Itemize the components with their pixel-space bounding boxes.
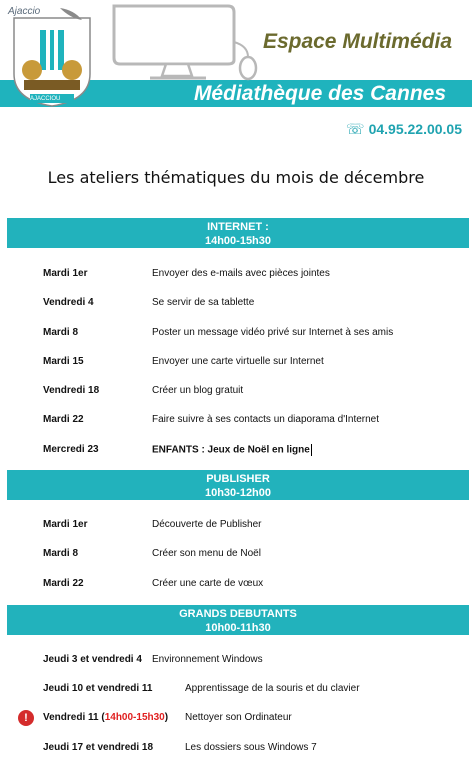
session-topic: Créer une carte de vœux xyxy=(152,578,264,589)
header xyxy=(0,0,472,118)
computer-monitor-icon xyxy=(110,2,260,82)
session-topic: Nettoyer son Ordinateur xyxy=(185,712,292,723)
session-day: Vendredi 4 xyxy=(43,297,94,308)
session-day: Vendredi 18 xyxy=(43,385,100,396)
library-title: Médiathèque des Cannes xyxy=(193,82,446,105)
list-item xyxy=(0,297,472,311)
telephone-icon: ☏ xyxy=(345,121,365,138)
ajaccio-logo xyxy=(10,4,94,108)
section-time: 10h30-12h00 xyxy=(204,487,272,499)
session-topic: Découverte de Publisher xyxy=(152,519,262,530)
session-day: Jeudi 17 et vendredi 18 xyxy=(43,742,154,753)
section-header-grands-debutants xyxy=(7,605,469,635)
list-item xyxy=(0,385,472,399)
section-time: 14h00-15h30 xyxy=(204,235,272,247)
session-topic: Créer un blog gratuit xyxy=(152,385,244,396)
session-day: Mardi 8 xyxy=(43,327,79,338)
page-title: Les ateliers thématiques du mois de décembre xyxy=(47,168,425,187)
logo-name: Ajaccio xyxy=(8,6,41,17)
session-day: Vendredi 11 (14h00-15h30) xyxy=(43,712,169,723)
section-title: GRANDS DEBUTANTS xyxy=(179,608,297,620)
list-item xyxy=(0,712,472,726)
session-day: Mercredi 23 xyxy=(43,444,99,455)
alert-icon: ! xyxy=(18,710,34,726)
session-topic: Envoyer une carte virtuelle sur Internet xyxy=(152,356,324,367)
list-item xyxy=(0,578,472,592)
list-item xyxy=(0,548,472,562)
section-header-internet xyxy=(7,218,469,248)
section-title: PUBLISHER xyxy=(206,473,270,485)
logo-caption: AJACCIOU xyxy=(30,96,61,102)
list-item xyxy=(0,519,472,533)
session-topic: Créer son menu de Noël xyxy=(152,548,261,559)
section-title: INTERNET : xyxy=(207,221,269,233)
phone-line xyxy=(346,120,462,138)
espace-title: Espace Multimédia xyxy=(262,30,452,53)
list-item xyxy=(0,742,472,756)
session-day: Mardi 1er xyxy=(43,268,88,279)
session-day: Mardi 1er xyxy=(43,519,88,530)
list-item xyxy=(0,414,472,428)
list-item xyxy=(0,268,472,282)
session-day: Mardi 22 xyxy=(43,414,84,425)
session-topic-text: ENFANTS : Jeux de Noël en ligne xyxy=(152,444,310,456)
session-day: Mardi 8 xyxy=(43,548,79,559)
session-day: Jeudi 3 et vendredi 4 xyxy=(43,654,142,665)
session-day: Mardi 15 xyxy=(43,356,84,367)
session-topic[interactable] xyxy=(152,444,312,456)
session-topic: Environnement Windows xyxy=(152,654,263,665)
time-override: 14h00-15h30 xyxy=(104,712,165,723)
text-cursor xyxy=(311,444,312,456)
list-item xyxy=(0,444,472,458)
list-item xyxy=(0,327,472,341)
session-day: Mardi 22 xyxy=(43,578,84,589)
list-item xyxy=(0,356,472,370)
session-topic: Envoyer des e-mails avec pièces jointes xyxy=(152,268,330,279)
session-topic: Apprentissage de la souris et du clavier xyxy=(185,683,360,694)
section-header-publisher xyxy=(7,470,469,500)
session-topic: Les dossiers sous Windows 7 xyxy=(185,742,317,753)
list-item xyxy=(0,683,472,697)
session-topic: Faire suivre à ses contacts un diaporama d'Internet xyxy=(152,414,380,425)
session-topic: Poster un message vidéo privé sur Internet à ses amis xyxy=(152,327,394,338)
session-day: Jeudi 10 et vendredi 11 xyxy=(43,683,153,694)
list-item xyxy=(0,654,472,668)
session-topic: Se servir de sa tablette xyxy=(152,297,255,308)
phone-number: 04.95.22.00.05 xyxy=(368,121,462,137)
section-time: 10h00-11h30 xyxy=(205,622,271,634)
